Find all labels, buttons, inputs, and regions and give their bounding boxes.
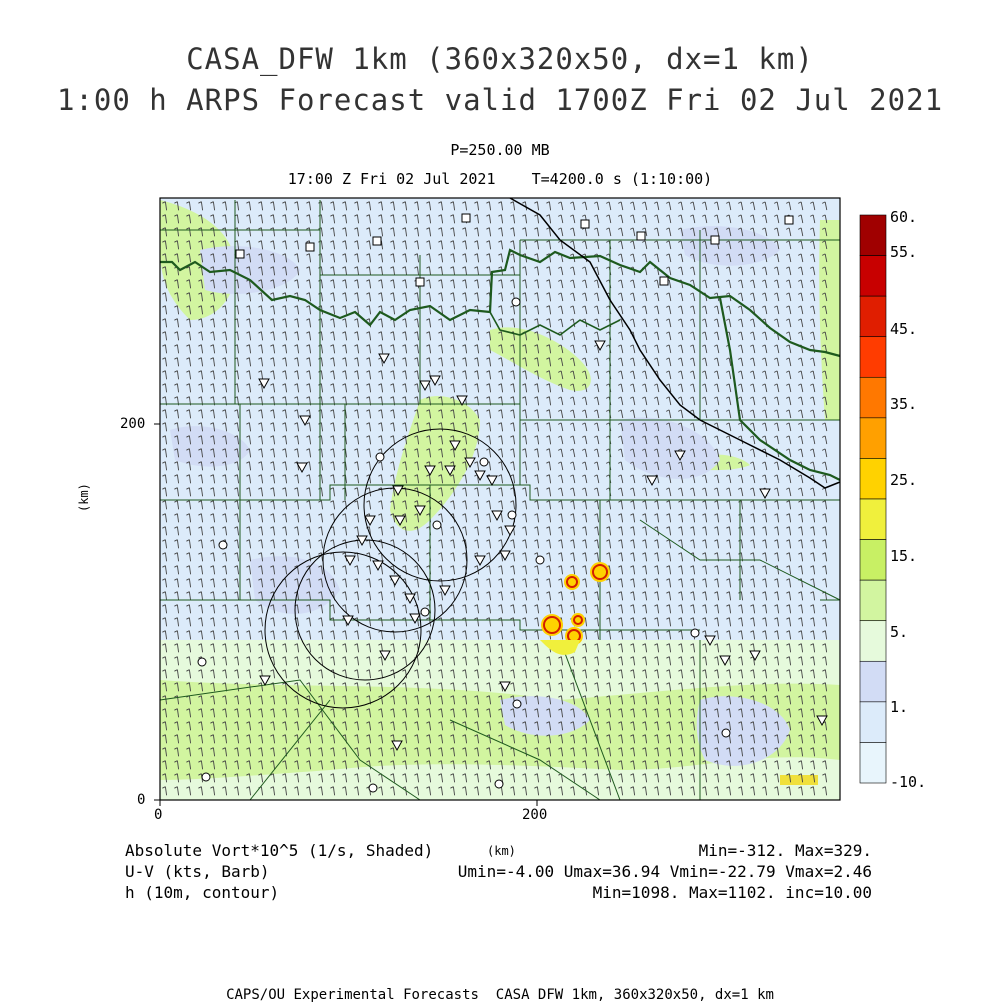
shade-region — [780, 775, 818, 785]
